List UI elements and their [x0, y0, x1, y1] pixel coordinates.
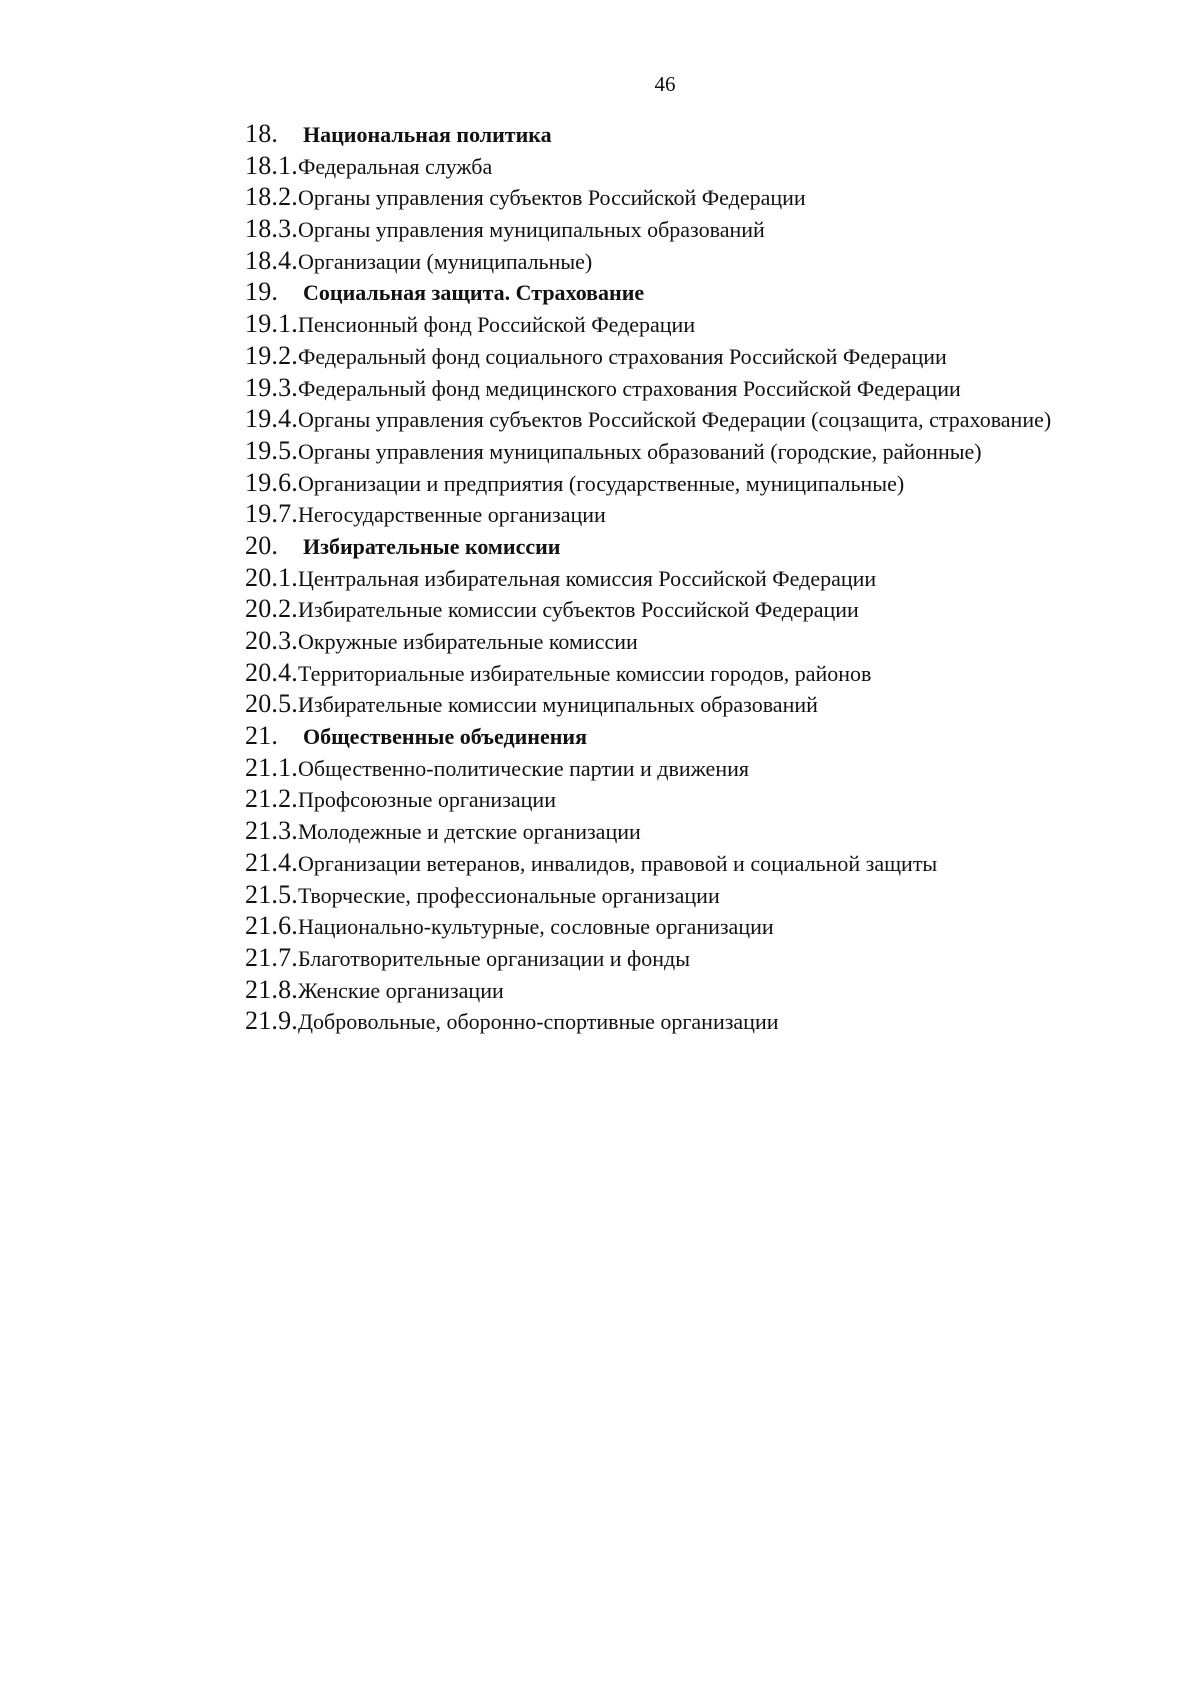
item-text: Избирательные комиссии муниципальных образований	[298, 692, 818, 718]
section-title: Избирательные комиссии	[303, 533, 561, 559]
section-heading	[245, 118, 1175, 150]
list-item	[245, 435, 1175, 467]
list-item	[245, 879, 1175, 911]
item-number: 19.1.	[245, 309, 298, 339]
item-number: 21.3.	[245, 816, 298, 846]
item-text: Центральная избирательная комиссия Российской Федерации	[298, 565, 877, 591]
item-number: 18.2.	[245, 182, 298, 212]
item-number: 19.2.	[245, 340, 298, 370]
item-number: 19.6.	[245, 467, 298, 497]
item-text: Негосударственные организации	[298, 502, 606, 528]
item-text: Органы управления субъектов Российской Федерации	[298, 185, 806, 211]
list-item	[245, 498, 1175, 530]
item-text: Федеральная служба	[298, 153, 493, 179]
item-text: Органы управления муниципальных образований	[298, 217, 765, 243]
list-item	[245, 403, 1175, 435]
list-item	[245, 213, 1175, 245]
list-item	[245, 974, 1175, 1006]
item-text: Пенсионный фонд Российской Федерации	[298, 312, 696, 338]
item-number: 21.9.	[245, 1006, 298, 1036]
item-number: 21.1.	[245, 752, 298, 782]
list-item	[245, 752, 1175, 784]
section-heading	[245, 530, 1175, 562]
list-item	[245, 181, 1175, 213]
section-number: 20.	[245, 530, 279, 560]
item-number: 19.7.	[245, 499, 298, 529]
item-text: Профсоюзные организации	[298, 787, 556, 813]
section-heading	[245, 720, 1175, 752]
section-number: 18.	[245, 119, 279, 148]
list-item	[245, 1005, 1175, 1037]
item-text: Организации (муниципальные)	[298, 248, 593, 274]
item-text: Федеральный фонд медицинского страхования Российской Федерации	[298, 375, 961, 401]
list-item	[245, 910, 1175, 942]
item-text: Общественно-политические партии и движения	[298, 755, 749, 781]
list-item	[245, 942, 1175, 974]
section-title: Общественные объединения	[303, 724, 587, 750]
item-text: Национально-культурные, сословные организации	[298, 914, 774, 940]
item-number: 20.3.	[245, 626, 298, 655]
item-text: Окружные избирательные комиссии	[298, 629, 638, 654]
list-item	[245, 562, 1175, 594]
item-text: Организации ветеранов, инвалидов, правовой и социальной защиты	[298, 850, 938, 876]
item-number: 19.3.	[245, 372, 298, 402]
item-text: Молодежные и детские организации	[298, 819, 641, 845]
item-number: 21.8.	[245, 974, 298, 1004]
item-number: 20.2.	[245, 594, 298, 624]
list-item	[245, 245, 1175, 277]
item-number: 21.4.	[245, 847, 298, 877]
item-number: 21.2.	[245, 784, 298, 814]
item-text: Добровольные, оборонно-спортивные организации	[298, 1009, 779, 1035]
list-item	[245, 593, 1175, 625]
list-item	[245, 340, 1175, 372]
item-text: Благотворительные организации и фонды	[298, 945, 690, 971]
item-number: 18.1.	[245, 150, 298, 180]
page-number: 46	[654, 72, 676, 96]
item-text: Избирательные комиссии субъектов Российской Федерации	[298, 597, 859, 623]
list-item	[245, 372, 1175, 404]
list-item	[245, 815, 1175, 847]
section-title: Национальная политика	[303, 122, 552, 147]
item-text: Творческие, профессиональные организации	[298, 882, 720, 908]
item-text: Организации и предприятия (государственные, муниципальные)	[298, 470, 905, 496]
item-number: 18.4.	[245, 245, 298, 275]
item-number: 18.3.	[245, 214, 298, 244]
section-number: 21.	[245, 721, 279, 751]
section-heading	[245, 276, 1175, 308]
list-item	[245, 847, 1175, 879]
item-number: 20.4.	[245, 657, 298, 687]
item-text: Органы управления субъектов Российской Федерации (соцзащита, страхование)	[298, 407, 1052, 433]
item-number: 20.1.	[245, 562, 298, 592]
item-text: Территориальные избирательные комиссии городов, районов	[298, 660, 872, 686]
item-number: 21.5.	[245, 879, 298, 909]
item-text: Федеральный фонд социального страхования Российской Федерации	[298, 343, 947, 369]
list-item	[245, 625, 1175, 657]
item-number: 19.5.	[245, 435, 298, 465]
classification-list	[245, 118, 1175, 1037]
list-item	[245, 688, 1175, 720]
section-number: 19.	[245, 277, 279, 307]
item-number: 21.6.	[245, 911, 298, 941]
list-item	[245, 783, 1175, 815]
list-item	[245, 467, 1175, 499]
item-number: 21.7.	[245, 942, 298, 972]
item-text: Женские организации	[298, 977, 504, 1003]
item-text: Органы управления муниципальных образований (городские, районные)	[298, 438, 982, 464]
list-item	[245, 657, 1175, 689]
list-item	[245, 150, 1175, 182]
item-number: 19.4.	[245, 404, 298, 434]
list-item	[245, 308, 1175, 340]
item-number: 20.5.	[245, 689, 298, 719]
section-title: Социальная защита. Страхование	[303, 280, 645, 306]
